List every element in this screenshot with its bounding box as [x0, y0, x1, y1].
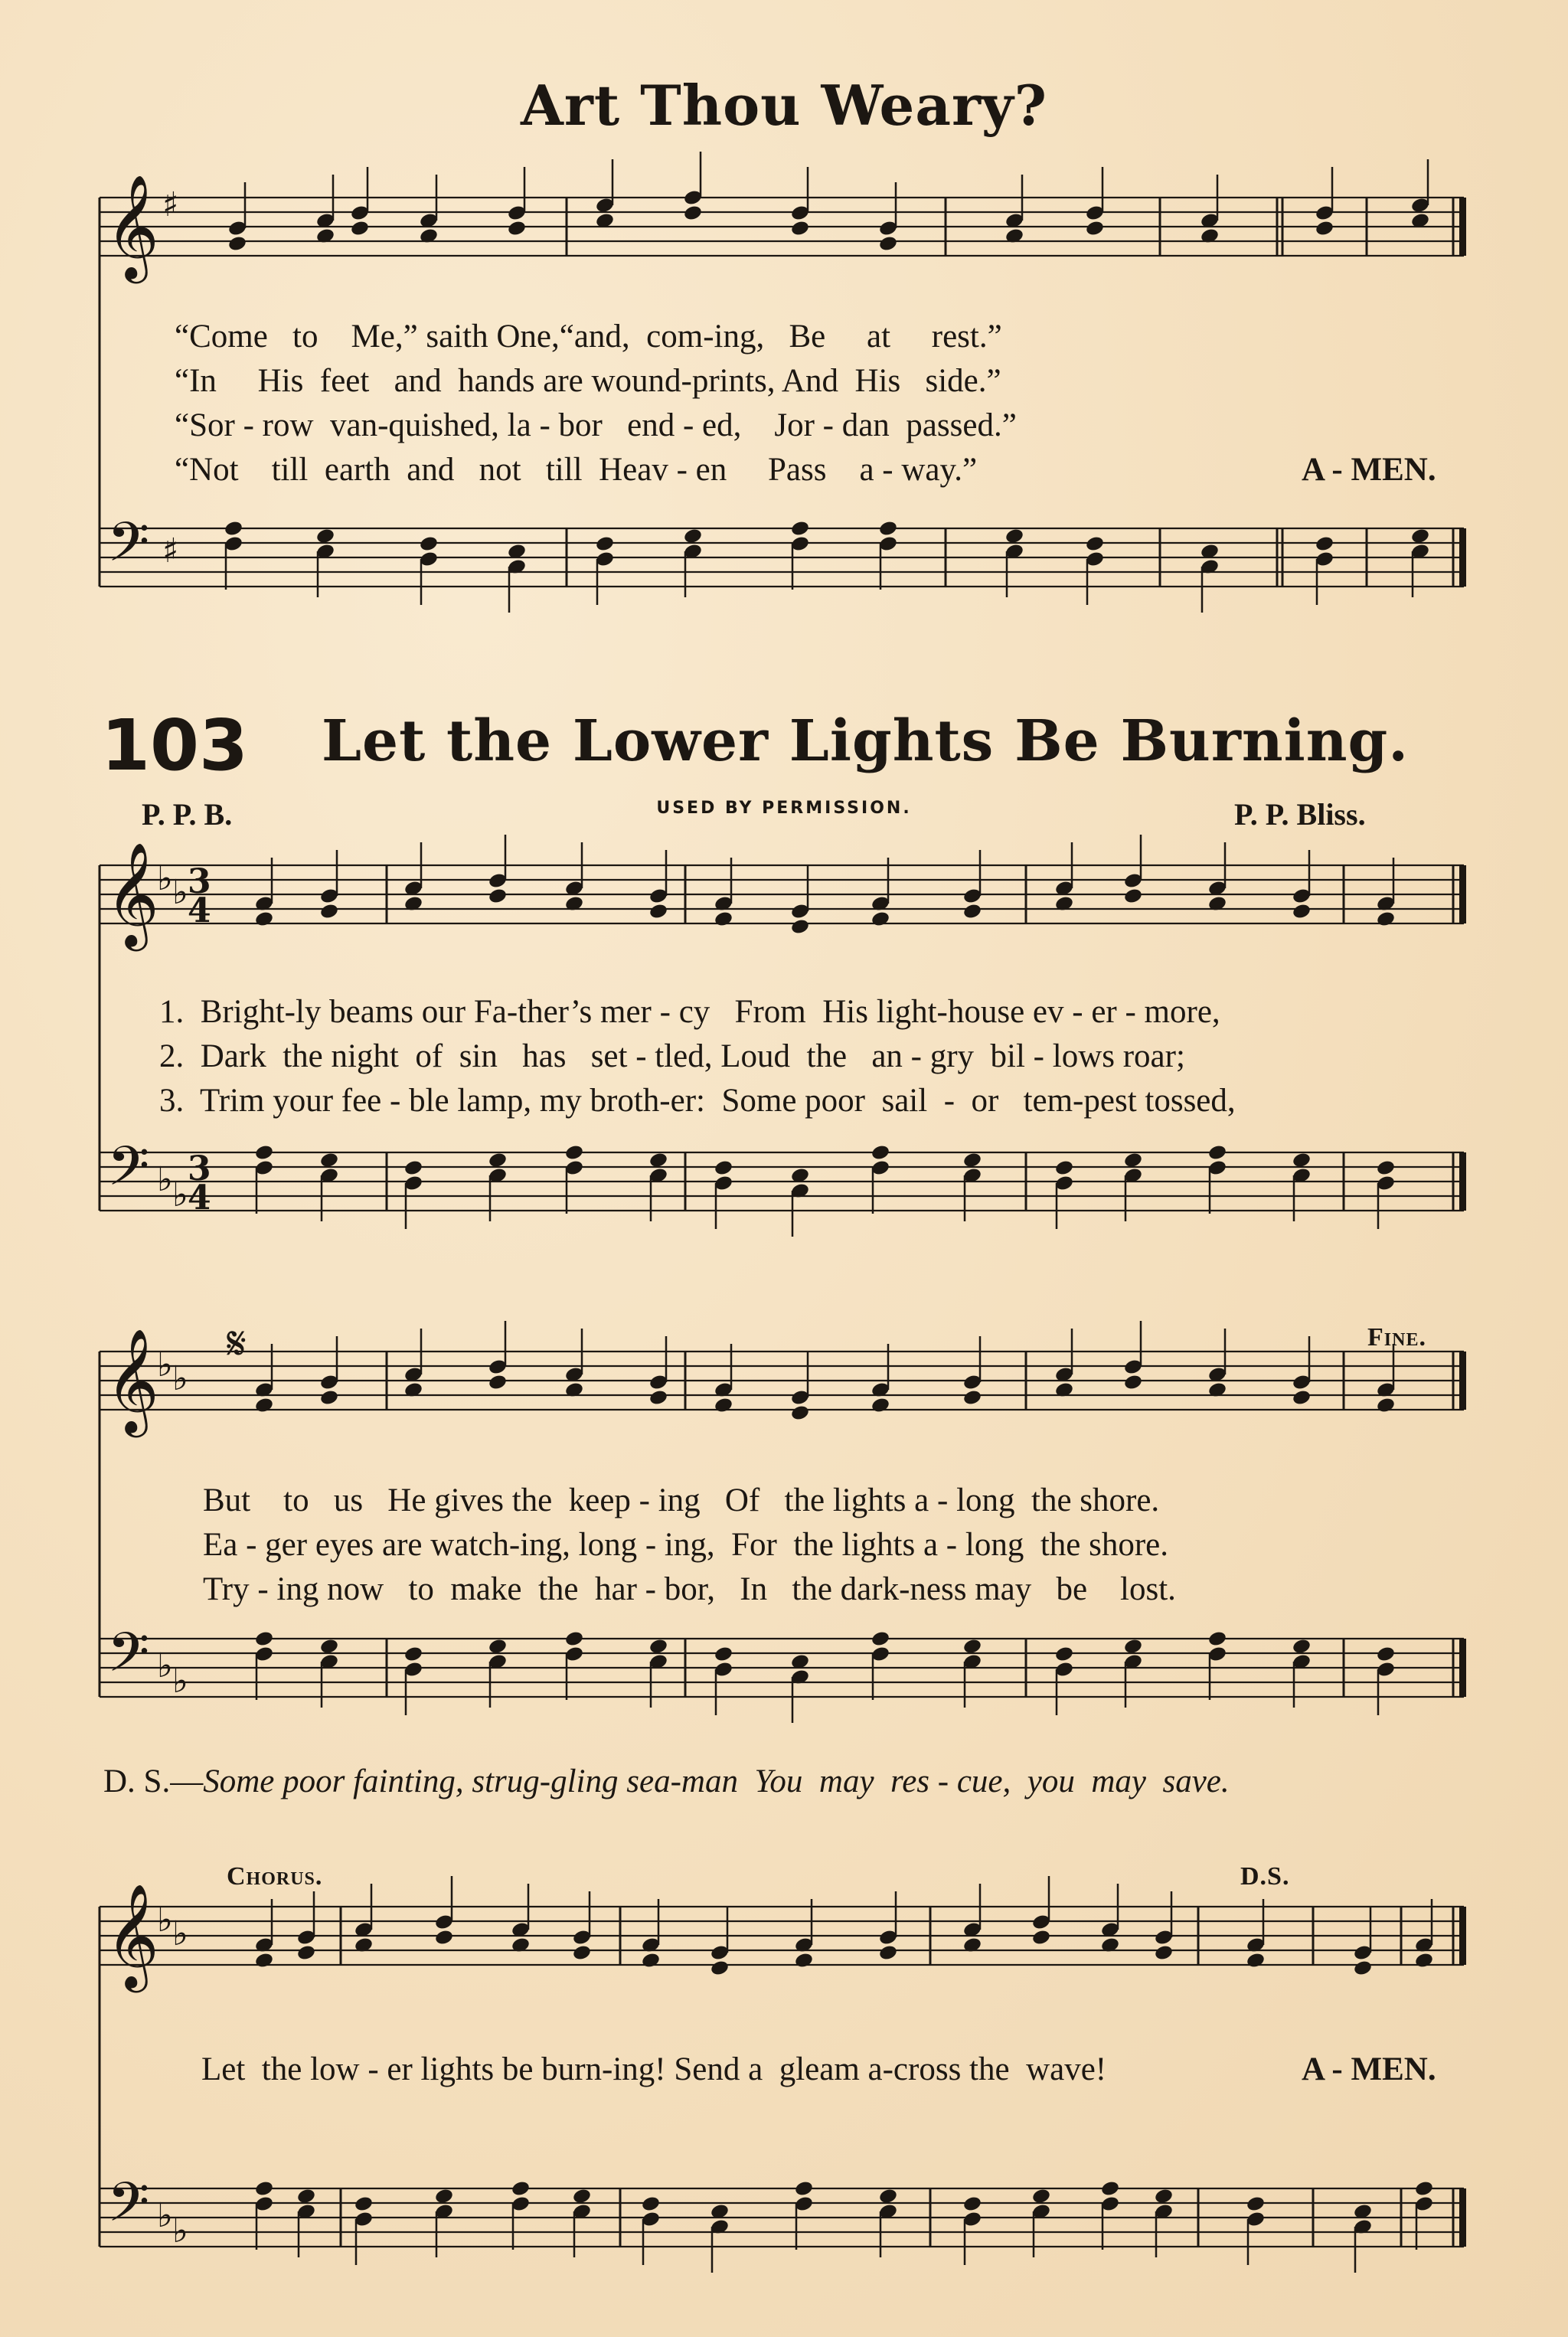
chorus-treble-final-bar-thick	[1459, 1907, 1466, 1965]
chorus-bass-notehead	[878, 2188, 898, 2205]
chorus-treble-notehead	[1414, 1952, 1434, 1969]
sys1-treble-notehead	[1123, 887, 1143, 905]
hymn1-title: Art Thou Weary?	[521, 73, 1047, 138]
fine-mark: Fine.	[1367, 1323, 1426, 1352]
hymn1-bass-notehead	[1315, 535, 1334, 553]
sys1-treble-notehead	[1292, 903, 1312, 920]
ds-text: Some poor fainting, strug-gling sea-man You may res - cue, you may save.	[203, 1763, 1230, 1799]
hymn1-bass-notehead	[595, 535, 615, 553]
chorus-treble-notehead	[1031, 1929, 1051, 1946]
sys2-treble-clef: 𝄞	[106, 1327, 159, 1433]
sys1-treble-notehead	[319, 903, 339, 920]
chorus-bass-notehead	[1031, 2188, 1051, 2205]
sys2-key-flat: ♭	[157, 1646, 173, 1685]
hymn1-bass-final-bar-thick	[1459, 528, 1466, 587]
chorus-label: Chorus.	[227, 1862, 323, 1891]
sys2-bass-notehead	[254, 1630, 274, 1648]
chorus-bass-final-bar-thick	[1459, 2188, 1466, 2247]
sys1-treble-notehead	[488, 887, 508, 905]
hymn1-treble-final-bar-thick	[1459, 198, 1466, 256]
sys2-bass-notehead	[1054, 1646, 1074, 1663]
chorus-treble-notehead	[1353, 1959, 1373, 1977]
hymn2-sys2-verse-1: But to us He gives the keep - ing Of the lights a - long the shore.	[203, 1482, 1160, 1518]
chorus-bass-notehead	[1154, 2188, 1174, 2205]
sys1-bass-notehead	[1207, 1144, 1227, 1162]
hymn2-sys1-verse-1: 1. Bright-ly beams our Fa-ther’s mer - cy From His light-house ev - er - more,	[159, 994, 1220, 1030]
hymn1-verse-4: “Not till earth and not till Heav - en Pass a - way.”	[175, 452, 978, 488]
chorus-treble-notehead	[1154, 1944, 1174, 1962]
sys1-treble-notehead	[790, 918, 810, 936]
hymn1-bass-notehead	[224, 520, 243, 538]
sys1-bass-notehead	[319, 1152, 339, 1169]
sys1-key-flat: ♭	[157, 859, 173, 898]
chorus-key-flat: ♭	[157, 1901, 173, 1940]
sys2-treble-notehead	[714, 1397, 733, 1414]
sys2-bass-notehead	[403, 1646, 423, 1663]
sys2-treble-notehead	[1292, 1389, 1312, 1407]
chorus-bass-notehead	[794, 2180, 814, 2198]
sys1-treble-time-top: 3	[188, 862, 211, 901]
hymn1-treble-notehead	[790, 220, 810, 237]
sys1-treble-clef: 𝄞	[106, 841, 159, 946]
sys2-treble-notehead	[319, 1389, 339, 1407]
sys1-bass-notehead	[488, 1152, 508, 1169]
chorus-key-flat: ♭	[172, 2211, 188, 2250]
lyricist: P. P. B.	[142, 797, 233, 832]
hymn2-sys1-verse-2: 2. Dark the night of sin has set - tled, Loud the an - gry bil - lows roar;	[159, 1038, 1185, 1074]
sys2-bass-notehead	[1123, 1638, 1143, 1656]
sys2-bass-final-bar-thick	[1459, 1639, 1466, 1697]
hymn1-bass-notehead	[1004, 528, 1024, 545]
hymn1-bass-notehead	[419, 535, 439, 553]
chorus-bass-notehead	[641, 2195, 661, 2213]
chorus-treble-notehead	[254, 1952, 274, 1969]
chorus-treble-clef: 𝄞	[106, 1882, 159, 1988]
sys1-bass-final-bar-thick	[1459, 1152, 1466, 1211]
sys2-key-flat: ♭	[172, 1359, 188, 1398]
hymn1-treble-notehead	[683, 204, 703, 222]
sys2-bass-notehead	[1292, 1638, 1312, 1656]
chorus-treble-notehead	[710, 1959, 730, 1977]
sys1-bass-time-top: 3	[188, 1149, 211, 1188]
sys2-bass-notehead	[714, 1646, 733, 1663]
chorus-key-flat: ♭	[172, 1914, 188, 1953]
hymn1-bass-notehead	[1410, 528, 1430, 545]
composer: P. P. Bliss.	[1234, 797, 1366, 832]
sys2-bass-notehead	[319, 1638, 339, 1656]
sys1-treble-notehead	[254, 910, 274, 928]
chorus-treble-notehead	[572, 1944, 592, 1962]
sys2-treble-notehead	[648, 1389, 668, 1407]
sys2-treble-notehead	[962, 1389, 982, 1407]
hymn1-treble-notehead	[227, 235, 247, 253]
hymn1-treble-notehead	[1085, 220, 1105, 237]
sys1-treble-notehead	[871, 910, 890, 928]
sys2-treble-notehead	[871, 1397, 890, 1414]
chorus-bass-clef: 𝄢	[107, 2171, 150, 2247]
hymn1-bass-notehead	[790, 520, 810, 538]
sys1-treble-notehead	[962, 903, 982, 920]
segno-sign: 𝄋	[227, 1317, 247, 1371]
hymn1-bass-notehead	[1085, 535, 1105, 553]
sys1-key-flat: ♭	[157, 1160, 173, 1199]
hymn-number: 103	[101, 704, 249, 786]
hymn1-verse-1: “Come to Me,” saith One,“and, com-ing, Be at rest.”	[175, 319, 1002, 355]
ds-label: D. S.—	[103, 1763, 204, 1799]
sys2-treble-notehead	[1376, 1397, 1396, 1414]
hymn1-treble-notehead	[507, 220, 527, 237]
chorus-bass-notehead	[434, 2188, 454, 2205]
hymn1-key-sharp: ♯	[162, 531, 179, 570]
hymn2-sys2-verse-3: Try - ing now to make the har - bor, In the dark-ness may be lost.	[203, 1571, 1176, 1607]
sys1-treble-notehead	[1376, 910, 1396, 928]
sys2-bass-notehead	[1207, 1630, 1227, 1648]
sys1-bass-notehead	[564, 1144, 584, 1162]
hymn1-key-sharp: ♯	[162, 185, 179, 224]
sys1-treble-notehead	[714, 910, 733, 928]
sys2-key-flat: ♭	[172, 1662, 188, 1701]
sys2-key-flat: ♭	[157, 1345, 173, 1384]
sys2-treble-notehead	[790, 1404, 810, 1422]
sys2-bass-notehead	[488, 1638, 508, 1656]
sys2-treble-notehead	[488, 1374, 508, 1391]
hymn2-title: Let the Lower Lights Be Burning.	[322, 708, 1410, 774]
sys1-bass-notehead	[1123, 1152, 1143, 1169]
chorus-bass-notehead	[511, 2180, 531, 2198]
sys2-bass-notehead	[1376, 1646, 1396, 1663]
ds-line	[103, 1763, 1230, 1800]
hymn1-treble-notehead	[1315, 220, 1334, 237]
chorus-bass-notehead	[572, 2188, 592, 2205]
sys2-bass-notehead	[962, 1638, 982, 1656]
sys1-treble-time-bottom: 4	[188, 891, 211, 930]
hymn2-sys1-verse-3: 3. Trim your fee - ble lamp, my broth-er: Some poor sail - or tem-pest tossed,	[159, 1083, 1236, 1119]
sys2-bass-notehead	[871, 1630, 890, 1648]
chorus-treble-notehead	[1246, 1952, 1266, 1969]
sys1-bass-notehead	[254, 1144, 274, 1162]
sys1-bass-notehead	[1292, 1152, 1312, 1169]
sys1-bass-clef: 𝄢	[107, 1135, 150, 1211]
hymn1-verse-2: “In His feet and hands are wound-prints, And His side.”	[175, 363, 1001, 399]
chorus-treble-notehead	[434, 1929, 454, 1946]
sys1-key-flat: ♭	[172, 873, 188, 912]
hymn1-amen: A - MEN.	[1302, 452, 1436, 488]
hymn1-treble-clef: 𝄞	[106, 173, 159, 279]
sys2-bass-notehead	[648, 1638, 668, 1656]
hymn1-treble-notehead	[878, 235, 898, 253]
hymn1-verse-3: “Sor - row van-quished, la - bor end - ed, Jor - dan passed.”	[175, 407, 1017, 443]
sys2-treble-notehead	[1123, 1374, 1143, 1391]
chorus-bass-notehead	[1100, 2180, 1120, 2198]
sys1-treble-notehead	[648, 903, 668, 920]
chorus-amen: A - MEN.	[1302, 2051, 1436, 2087]
sys1-bass-notehead	[1054, 1159, 1074, 1177]
sys1-bass-notehead	[403, 1159, 423, 1177]
sys2-bass-notehead	[564, 1630, 584, 1648]
chorus-treble-notehead	[794, 1952, 814, 1969]
sys1-bass-time-bottom: 4	[188, 1178, 211, 1218]
sys2-bass-clef: 𝄢	[107, 1621, 150, 1698]
sys1-treble-final-bar-thick	[1459, 865, 1466, 923]
hymn1-treble-notehead	[350, 220, 370, 237]
sys1-bass-notehead	[1376, 1159, 1396, 1177]
sys1-bass-notehead	[871, 1144, 890, 1162]
chorus-text: Let the low - er lights be burn-ing! Send a gleam a-cross the wave!	[201, 2051, 1107, 2087]
hymn1-bass-notehead	[315, 528, 335, 545]
chorus-bass-notehead	[1246, 2195, 1266, 2213]
chorus-treble-notehead	[296, 1944, 316, 1962]
sys1-bass-notehead	[648, 1152, 668, 1169]
sys1-bass-notehead	[714, 1159, 733, 1177]
chorus-treble-notehead	[878, 1944, 898, 1962]
permission-note: USED BY PERMISSION.	[656, 799, 912, 818]
chorus-bass-notehead	[354, 2195, 374, 2213]
chorus-bass-notehead	[254, 2180, 274, 2198]
hymn1-bass-notehead	[878, 520, 898, 538]
chorus-treble-notehead	[641, 1952, 661, 1969]
hymn2-sys2-verse-2: Ea - ger eyes are watch-ing, long - ing, For the lights a - long the shore.	[203, 1527, 1168, 1563]
hymn1-bass-notehead	[683, 528, 703, 545]
sys1-bass-notehead	[962, 1152, 982, 1169]
chorus-key-flat: ♭	[157, 2196, 173, 2235]
sys1-key-flat: ♭	[172, 1175, 188, 1214]
sys2-treble-final-bar-thick	[1459, 1352, 1466, 1410]
chorus-ds-mark: D.S.	[1240, 1862, 1290, 1891]
sys2-treble-notehead	[254, 1397, 274, 1414]
hymn1-bass-clef: 𝄢	[107, 511, 150, 587]
chorus-bass-notehead	[1414, 2180, 1434, 2198]
chorus-bass-notehead	[962, 2195, 982, 2213]
chorus-bass-notehead	[296, 2188, 316, 2205]
